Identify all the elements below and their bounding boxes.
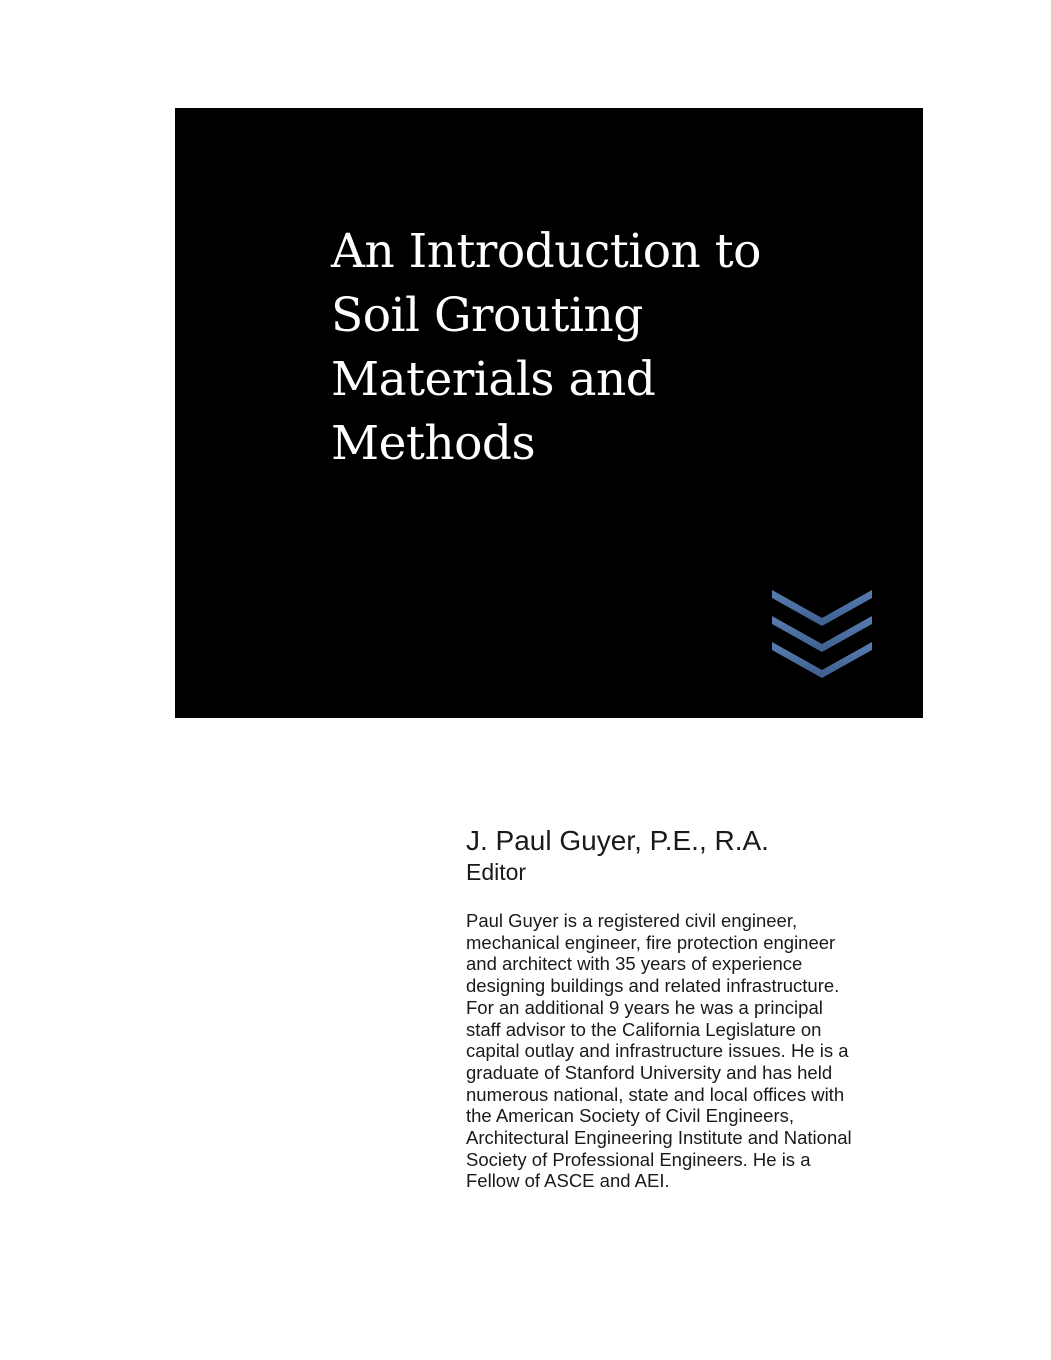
bio-line: numerous national, state and local offices with — [466, 1083, 845, 1105]
bio-line: graduate of Stanford University and has held — [466, 1061, 833, 1083]
title-line: An Introduction to — [331, 224, 761, 279]
author-block — [466, 824, 886, 1192]
book-title — [331, 220, 891, 476]
bio-line: For an additional 9 years he was a principal — [466, 996, 823, 1018]
bio-line: designing buildings and related infrastructure. — [466, 975, 840, 997]
bio-line: Paul Guyer is a registered civil engineer, — [466, 910, 798, 931]
title-line: Soil Grouting — [331, 288, 643, 343]
bio-line: Fellow of ASCE and AEI. — [466, 1170, 670, 1192]
chevron-icon — [772, 590, 872, 626]
cover-panel — [175, 108, 923, 718]
bio-line: staff advisor to the California Legislature on — [466, 1018, 822, 1040]
bio-line: mechanical engineer, fire protection engineer — [466, 931, 836, 953]
bio-line: capital outlay and infrastructure issues. He is a — [466, 1040, 849, 1062]
author-name: J. Paul Guyer, P.E., R.A. — [466, 825, 769, 856]
bio-line: Architectural Engineering Institute and National — [466, 1127, 852, 1149]
title-line: Materials and — [331, 352, 656, 407]
bio-line: the American Society of Civil Engineers, — [466, 1105, 795, 1127]
author-role: Editor — [466, 859, 527, 885]
triple-chevron-down-icon — [772, 584, 872, 680]
title-line: Methods — [331, 416, 536, 471]
author-bio — [466, 910, 886, 1192]
bio-line: and architect with 35 years of experience — [466, 953, 803, 975]
bio-line: Society of Professional Engineers. He is a — [466, 1148, 811, 1170]
